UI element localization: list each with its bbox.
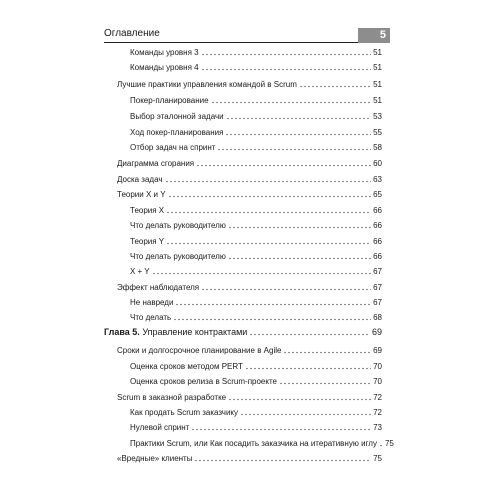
toc-entry[interactable]: Практики Scrum, или Как посадить заказчика на итеративную иглу 75 <box>130 439 394 448</box>
toc-entry[interactable]: «Вредные» клиенты 75 <box>117 454 382 463</box>
toc-entry[interactable]: Что делать 68 <box>130 313 382 322</box>
toc-entry[interactable]: Не навреди 67 <box>130 298 382 307</box>
toc-entry[interactable]: Оценка сроков методом PERT 70 <box>130 362 382 371</box>
toc-entry[interactable]: Диаграмма сгорания 60 <box>117 159 382 168</box>
chapter-title: Управление контрактами <box>142 327 248 337</box>
toc-entry[interactable]: Сроки и долгосрочное планирование в Agile 69 <box>117 346 382 355</box>
toc-entry[interactable]: Отбор задач на спринт 58 <box>130 143 382 152</box>
toc-entry[interactable]: Ход покер-планирования 55 <box>130 128 382 137</box>
toc-entry[interactable]: Эффект наблюдателя 67 <box>117 283 382 292</box>
toc-entry[interactable]: Лучшие практики управления командой в Scrum 51 <box>117 80 382 89</box>
toc-entry[interactable]: Выбор эталонной задачи 53 <box>130 112 382 121</box>
toc-entry[interactable]: Что делать руководителю 66 <box>130 252 382 261</box>
toc-entry[interactable]: Нулевой спринт 73 <box>130 423 382 432</box>
toc-entry[interactable]: Покер-планирование 51 <box>130 96 382 105</box>
toc-entry[interactable]: Команды уровня 4 51 <box>130 63 382 72</box>
toc-entry[interactable]: Теория Y 66 <box>130 237 382 246</box>
toc-chapter-entry[interactable]: Глава 5. Управление контрактами 69 <box>104 327 382 337</box>
header-title: Оглавление <box>104 28 160 39</box>
page-number-badge: 5 <box>358 28 390 43</box>
toc-entry[interactable]: Команды уровня 3 51 <box>130 48 382 57</box>
toc-entry[interactable]: Как продать Scrum заказчику 72 <box>130 408 382 417</box>
toc-entry[interactable]: Что делать руководителю 66 <box>130 221 382 230</box>
toc-entry[interactable]: Оценка сроков релиза в Scrum-проекте 70 <box>130 377 382 386</box>
toc-entry[interactable]: X + Y 67 <box>130 267 382 276</box>
toc-entry[interactable]: Теория X 66 <box>130 206 382 215</box>
chapter-number: Глава 5. <box>104 327 140 337</box>
toc-entry[interactable]: Доска задач 63 <box>117 175 382 184</box>
toc-entry[interactable]: Scrum в заказной разработке 72 <box>117 393 382 402</box>
toc-entry[interactable]: Теории X и Y 65 <box>117 190 382 199</box>
